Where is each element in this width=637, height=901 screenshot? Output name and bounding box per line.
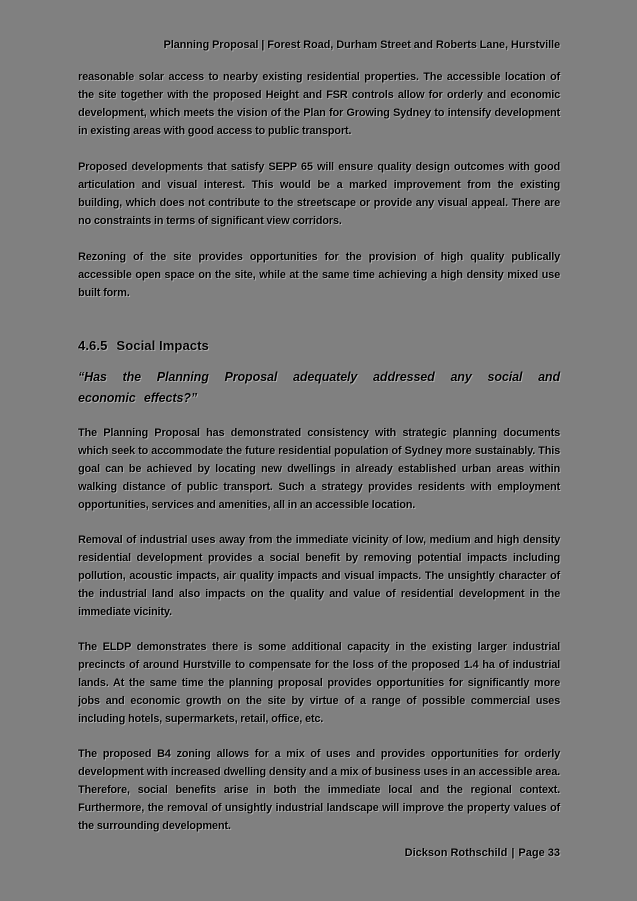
paragraph-industrial-removal: Removal of industrial uses away from the immediate vicinity of low, medium and high density residential development provides a social benefit by removing potential impacts including pollution, acoustic impacts, air quality impacts and visual impacts. The unsightly character of the industrial land also impacts on the quality and value of residential development in the immediate vicinity. (78, 534, 560, 618)
running-header: Planning Proposal | Forest Road, Durham Street and Roberts Lane, Hurstville (163, 39, 560, 51)
section-number: 4.6.5 (78, 338, 108, 353)
footer-page-number: Page 33 (518, 847, 560, 859)
section-title: Social Impacts (116, 338, 209, 353)
footer-separator: | (511, 847, 515, 859)
paragraph-rezoning: Rezoning of the site provides opportunities for the provision of high quality publically accessible open space on the site, while at the same time achieving a high density mixed use built form. (78, 251, 560, 299)
section-question-quote: “Has the Planning Proposal adequately addressed any social and economic effects?” (78, 370, 560, 405)
paragraph-eldp-capacity: The ELDP demonstrates there is some additional capacity in the existing larger industrial precincts of around Hurstville to compensate for the loss of the proposed 1.4 ha of industrial lands. At the same time the planning proposal provides opportunities for significantly more jobs and economic growth on the site by virtue of a range of possible commercial uses including hotels, supermarkets, retail, office, etc. (78, 641, 560, 725)
section-heading (78, 338, 560, 354)
footer-author: Dickson Rothschild (404, 847, 508, 859)
paragraph-solar-access: reasonable solar access to nearby existing residential properties. The accessible location of the site together with the proposed Height and FSR controls allow for orderly and economic development, which meets the vision of the Plan for Growing Sydney to intensify development in existing areas with good access to public transport. (78, 71, 560, 137)
page-footer (405, 846, 560, 860)
paragraph-strategic-consistency: The Planning Proposal has demonstrated consistency with strategic planning documents which seek to accommodate the future residential population of Sydney more sustainably. This goal can be achieved by locating new dwellings in already established urban areas within walking distance of public transport. Such a strategy provides residents with employment opportunities, services and amenities, all in an accessible location. (78, 427, 560, 511)
paragraph-sepp65: Proposed developments that satisfy SEPP 65 will ensure quality design outcomes with good articulation and visual interest. This would be a marked improvement from the existing building, which does not contribute to the streetscape or provide any visual appeal. There are no constraints in terms of significant view corridors. (78, 161, 560, 227)
paragraph-b4-zoning: The proposed B4 zoning allows for a mix of uses and provides opportunities for orderly development with increased dwelling density and a mix of business uses in an accessible area. Therefore, social benefits arise in both the immediate local and the regional context. Furthermore, the removal of unsightly industrial landscape will improve the property values of the surrounding development. (78, 748, 560, 832)
